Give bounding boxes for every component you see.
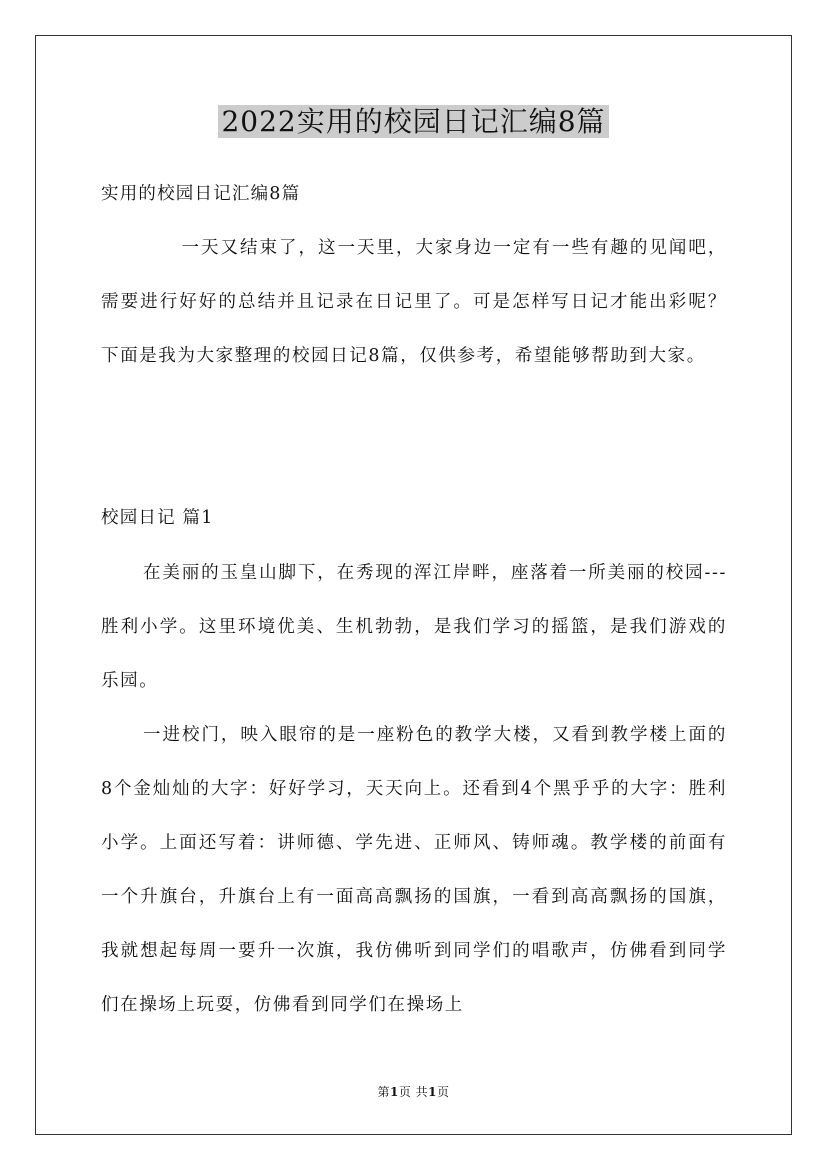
document-title-text: 2022实用的校园日记汇编8篇 <box>218 105 608 138</box>
footer-suffix: 页 <box>437 1085 450 1099</box>
section-body <box>101 546 727 1032</box>
intro-paragraph: 一天又结束了，这一天里，大家身边一定有一些有趣的见闻吧，需要进行好好的总结并且记录在日记里了。可是怎样写日记才能出彩呢？下面是我为大家整理的校园日记8篇，仅供参考，希望能够帮助到大家。 <box>101 238 727 366</box>
section-heading: 校园日记 篇1 <box>101 508 214 528</box>
footer-prefix: 第 <box>377 1085 390 1099</box>
body-paragraph-1: 在美丽的玉皇山脚下，在秀现的浑江岸畔，座落着一所美丽的校园---胜利小学。这里环境优美、生机勃勃，是我们学习的摇篮，是我们游戏的乐园。 <box>101 563 727 691</box>
footer-page-current: 1 <box>389 1085 399 1099</box>
document-title <box>0 102 827 142</box>
page-footer <box>0 1082 827 1102</box>
intro-block <box>101 221 727 383</box>
footer-page-total: 1 <box>428 1085 438 1099</box>
footer-mid: 页 共 <box>398 1085 429 1099</box>
body-paragraph-2: 一进校门，映入眼帘的是一座粉色的教学大楼，又看到教学楼上面的8个金灿灿的大字：好好学习，天天向上。还看到4个黑乎乎的大字：胜利小学。上面还写着：讲师德、学先进、正师风、铸师魂。教学楼的前面有一个升旗台，升旗台上有一面高高飘扬的国旗，一看到高高飘扬的国旗，我就想起每周一要升一次旗，我仿佛听到同学们的唱歌声，仿佛看到同学们在操场上玩耍，仿佛看到同学们在操场上 <box>101 725 727 1015</box>
document-subtitle: 实用的校园日记汇编8篇 <box>101 184 301 204</box>
